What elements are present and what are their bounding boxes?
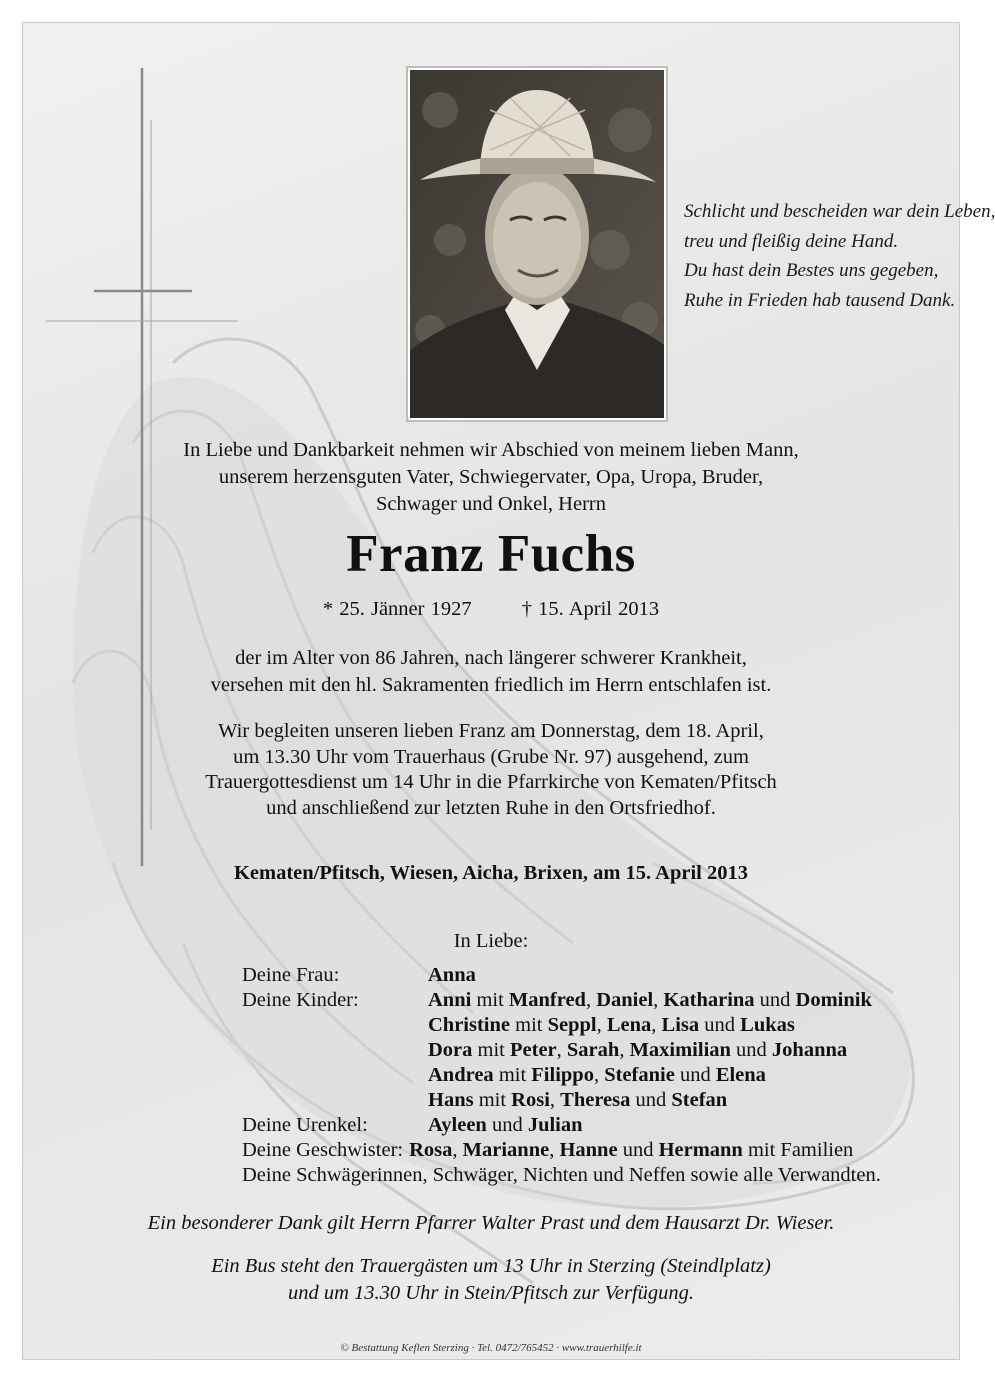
intro-text [0, 437, 982, 518]
family-row-children [242, 1088, 972, 1113]
deceased-name: Franz Fuchs [346, 525, 636, 583]
funeral-details [0, 719, 982, 821]
family-row-siblings [242, 1138, 972, 1163]
poem-line: treu und fleißig deine Hand. [684, 230, 899, 252]
children-line: Anni mit Manfred, Daniel, Katharina und Dominik [428, 989, 872, 1011]
intro-line: unserem herzensguten Vater, Schwiegervater, Opa, Uropa, Bruder, [218, 466, 764, 488]
family-list [242, 963, 972, 1188]
bus-line: und um 13.30 Uhr in Stein/Pfitsch zur Verfügung. [287, 1282, 694, 1304]
family-label: Deine Geschwister: [242, 1139, 404, 1161]
children-line: Hans mit Rosi, Theresa und Stefan [428, 1089, 728, 1111]
funeral-line: Trauergottesdienst um 14 Uhr in die Pfarrkirche von Kematen/Pfitsch [205, 771, 777, 793]
intro-line: In Liebe und Dankbarkeit nehmen wir Abschied von meinem lieben Mann, [183, 439, 799, 461]
portrait-photo [406, 66, 668, 422]
bus-line: Ein Bus steht den Trauergästen um 13 Uhr in Sterzing (Steindlplatz) [211, 1255, 771, 1277]
footer-credit: © Bestattung Keflen Sterzing · Tel. 0472/765452 · www.trauerhilfe.it [340, 1342, 642, 1354]
family-row-children [242, 1013, 972, 1038]
intro-line: Schwager und Onkel, Herrn [376, 493, 606, 515]
memorial-poem [684, 197, 995, 315]
funeral-line: Wir begleiten unseren lieben Franz am Donnerstag, dem 18. April, [218, 720, 764, 742]
poem-line: Du hast dein Bestes uns gegeben, [684, 260, 939, 281]
family-row-wife [242, 963, 972, 988]
family-row-great-grandchildren [242, 1113, 972, 1138]
family-label: Deine Urenkel: [242, 1114, 368, 1136]
birth-date: * 25. Jänner 1927 [322, 598, 472, 620]
in-liebe-heading: In Liebe: [453, 930, 529, 952]
great-grandchildren-line: Ayleen und Julian [428, 1114, 583, 1136]
poem-line: Ruhe in Frieden hab tausend Dank. [684, 289, 956, 311]
family-row-relatives [242, 1163, 972, 1188]
bus-info [0, 1253, 982, 1307]
family-row-children [242, 1063, 972, 1088]
family-label: Deine Frau: [242, 964, 340, 986]
poem-line: Schlicht und bescheiden war dein Leben, [684, 201, 995, 222]
funeral-line: und anschließend zur letzten Ruhe in den Ortsfriedhof. [266, 796, 716, 819]
family-row-children [242, 988, 972, 1013]
life-dates [0, 595, 982, 623]
passing-line: versehen mit den hl. Sakramenten friedlich im Herrn entschlafen ist. [210, 674, 772, 696]
family-row-children [242, 1038, 972, 1063]
funeral-line: um 13.30 Uhr vom Trauerhaus (Grube Nr. 97) ausgehend, zum [233, 745, 749, 768]
portrait-image [410, 70, 664, 418]
siblings-line: Rosa, Marianne, Hanne und Hermann mit Familien [409, 1139, 854, 1161]
passing-text [0, 645, 982, 699]
place-date: Kematen/Pfitsch, Wiesen, Aicha, Brixen, am 15. April 2013 [233, 862, 748, 884]
thanks-text: Ein besonderer Dank gilt Herrn Pfarrer Walter Prast und dem Hausarzt Dr. Wieser. [147, 1212, 835, 1234]
children-line: Andrea mit Filippo, Stefanie und Elena [428, 1064, 766, 1086]
relatives-line: Deine Schwägerinnen, Schwäger, Nichten und Neffen sowie alle Verwandten. [242, 1164, 881, 1186]
passing-line: der im Alter von 86 Jahren, nach längerer schwerer Krankheit, [235, 647, 747, 669]
family-label: Deine Kinder: [242, 989, 359, 1011]
children-line: Christine mit Seppl, Lena, Lisa und Lukas [428, 1014, 795, 1036]
children-line: Dora mit Peter, Sarah, Maximilian und Johanna [428, 1039, 848, 1061]
death-date: † 15. April 2013 [521, 598, 660, 620]
family-name: Anna [428, 964, 476, 986]
